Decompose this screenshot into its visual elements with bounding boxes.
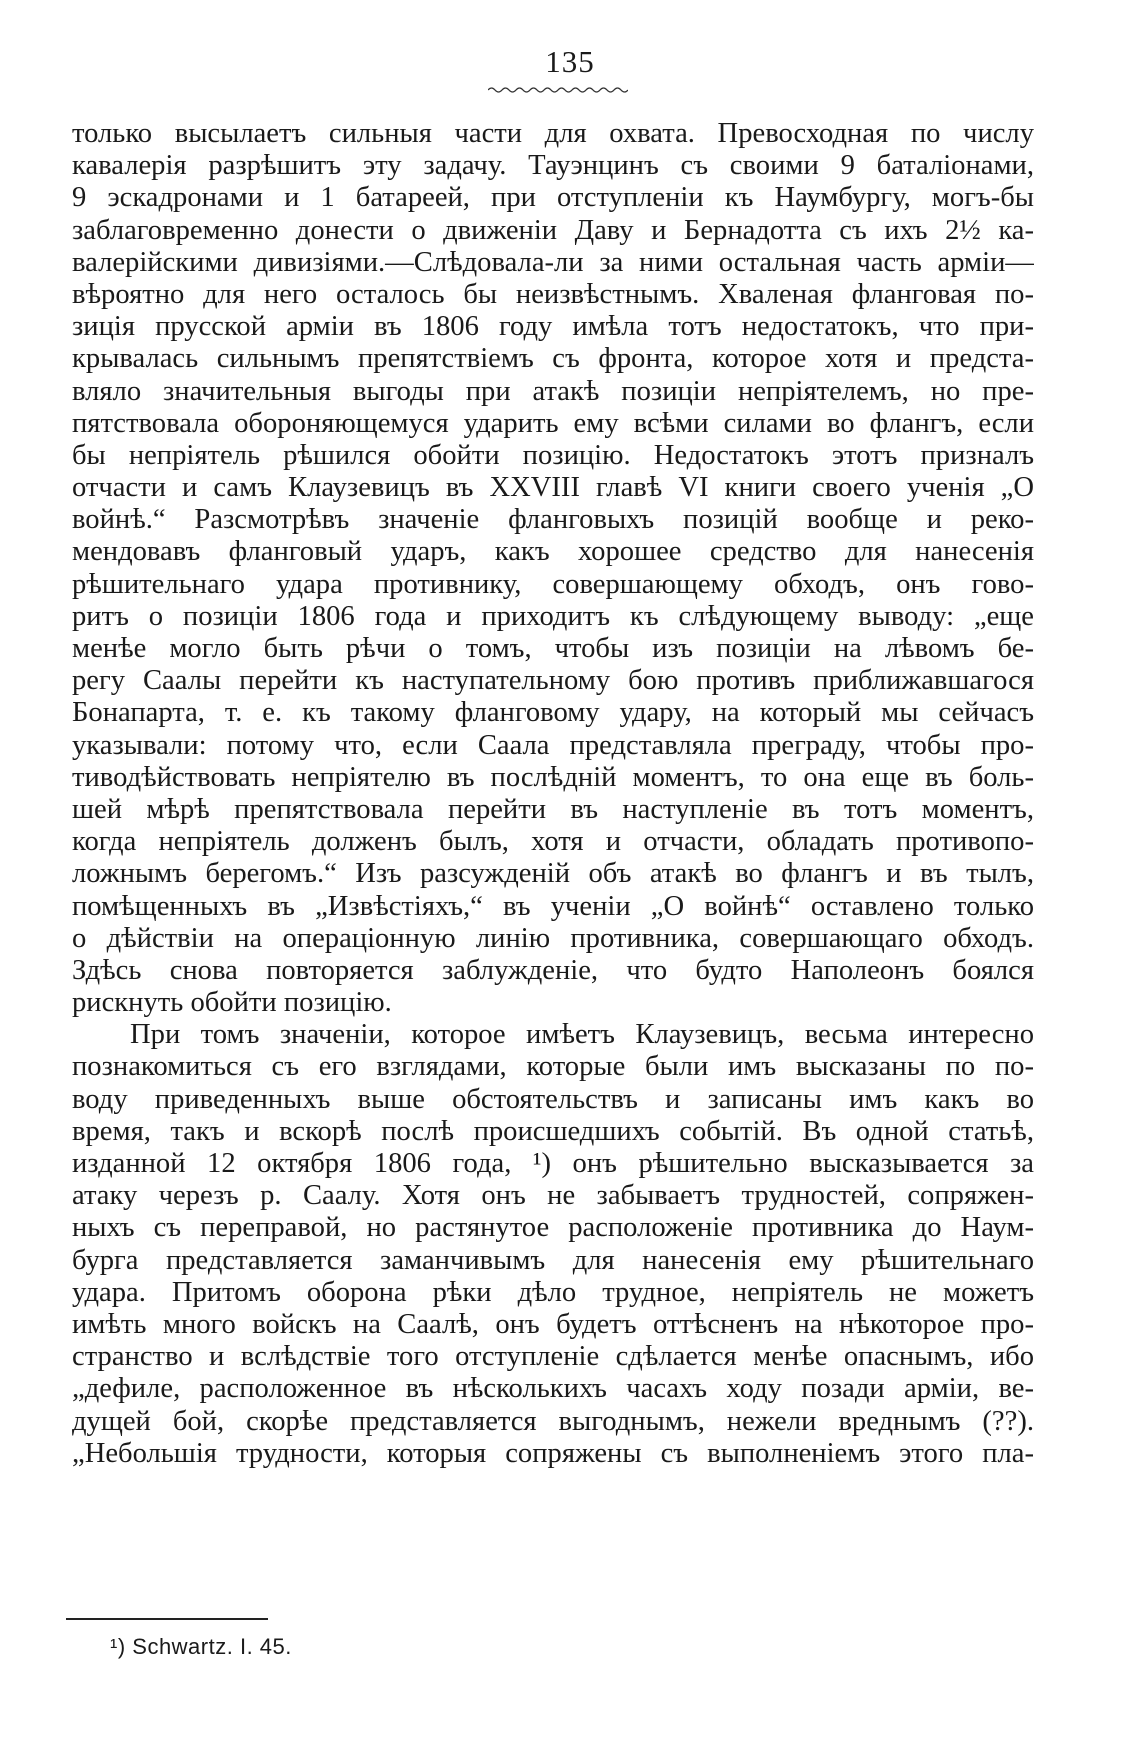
text-line: ритъ о позиціи 1806 года и приходитъ къ слѣдующему выводу: „еще: [72, 600, 1034, 632]
text-line: „дефиле, расположенное въ нѣсколькихъ часахъ ходу позади арміи, ве-: [72, 1373, 1034, 1405]
page-number: 135: [545, 44, 595, 79]
text-line: валерійскими дивизіями.—Слѣдовала-ли за ними остальная часть арміи—: [72, 246, 1034, 278]
text-line: познакомиться съ его взглядами, которые были имъ высказаны по по-: [72, 1051, 1034, 1083]
text-line: бурга представляется заманчивымъ для нанесенія ему рѣшительнаго: [72, 1244, 1034, 1276]
text-line: указывали: потому что, если Саала представляла преграду, чтобы про-: [72, 729, 1034, 761]
text-line: шей мѣрѣ препятствовала перейти въ наступленіе въ тотъ моментъ,: [72, 793, 1034, 825]
text-line: вѣроятно для него осталось бы неизвѣстнымъ. Хваленая фланговая по-: [72, 278, 1034, 310]
text-line: 9 эскадронами и 1 батареей, при отступленіи къ Наумбургу, могъ-бы: [72, 182, 1034, 214]
text-line: вляло значительныя выгоды при атакѣ позиціи непріятелемъ, но пре-: [72, 375, 1034, 407]
text-line: о дѣйствіи на операціонную линію противника, совершающаго обходъ.: [72, 922, 1034, 954]
text-line: войнѣ.“ Разсмотрѣвъ значеніе фланговыхъ позицій вообще и реко-: [72, 504, 1034, 536]
text-line: атаку черезъ р. Саалу. Хотя онъ не забываетъ трудностей, сопряжен-: [72, 1180, 1034, 1212]
footnote: ¹) Schwartz. I. 45.: [110, 1634, 292, 1659]
text-line: имѣть много войскъ на Саалѣ, онъ будетъ оттѣсненъ на нѣкоторое про-: [72, 1308, 1034, 1340]
page-number-ornament: [488, 86, 628, 94]
text-line: ложнымъ берегомъ.“ Изъ разсужденій объ атакѣ во флангъ и въ тылъ,: [72, 858, 1034, 890]
text-line: время, такъ и вскорѣ послѣ происшедшихъ событій. Въ одной статьѣ,: [72, 1115, 1034, 1147]
text-line-paragraph-end: рискнуть обойти позицію.: [72, 987, 392, 1019]
text-line: когда непріятель долженъ былъ, хотя и отчасти, обладать противопо-: [72, 826, 1034, 858]
text-line: рѣшительнаго удара противнику, совершающему обходъ, онъ гово-: [72, 568, 1034, 600]
text-line: регу Саалы перейти къ наступательному бою противъ приближавшагося: [72, 665, 1034, 697]
text-line: отчасти и самъ Клаузевицъ въ XXVIII главѣ VI книги своего ученія „О: [72, 472, 1034, 504]
text-line: Здѣсь снова повторяется заблужденіе, что будто Наполеонъ боялся: [72, 954, 1034, 986]
text-line: зиція прусской арміи въ 1806 году имѣла тотъ недостатокъ, что при-: [72, 311, 1034, 343]
text-line: бы непріятель рѣшился обойти позицію. Недостатокъ этотъ призналъ: [72, 439, 1034, 471]
text-line: тиводѣйствовать непріятелю въ послѣдній моментъ, то она еще въ боль-: [72, 761, 1034, 793]
text-line: заблаговременно донести о движеніи Даву и Бернадотта съ ихъ 2½ ка-: [72, 214, 1034, 246]
text-line: „Небольшія трудности, которыя сопряжены съ выполненіемъ этого пла-: [72, 1437, 1034, 1469]
text-line: странство и вслѣдствіе того отступленіе сдѣлается менѣе опаснымъ, ибо: [72, 1341, 1034, 1373]
text-line: ныхъ съ переправой, но растянутое расположеніе противника до Наум-: [72, 1212, 1034, 1244]
text-line: помѣщенныхъ въ „Извѣстіяхъ,“ въ ученіи „О войнѣ“ оставлено только: [72, 890, 1034, 922]
text-line: Бонапарта, т. е. къ такому фланговому удару, на который мы сейчасъ: [72, 697, 1034, 729]
text-line: дущей бой, скорѣе представляется выгоднымъ, нежели вреднымъ (??).: [72, 1405, 1034, 1437]
text-line-paragraph-start: При томъ значеніи, которое имѣетъ Клаузевицъ, весьма интересно: [130, 1019, 1034, 1051]
text-line: только высылаетъ сильныя части для охвата. Превосходная по числу: [72, 118, 1034, 149]
text-line: кавалерія разрѣшитъ эту задачу. Тауэнцинъ съ своими 9 баталіонами,: [72, 150, 1034, 182]
text-line: воду приведенныхъ выше обстоятельствъ и записаны имъ какъ во: [72, 1083, 1034, 1115]
footnote-divider: [66, 1618, 268, 1620]
text-line: менѣе могло быть рѣчи о томъ, чтобы изъ позиціи на лѣвомъ бе-: [72, 633, 1034, 664]
text-line: мендовавъ фланговый ударъ, какъ хорошее средство для нанесенія: [72, 536, 1034, 568]
text-line: пятствовала обороняющемуся ударить ему всѣми силами во флангъ, если: [72, 407, 1034, 439]
text-line: удара. Притомъ оборона рѣки дѣло трудное, непріятель не можетъ: [72, 1276, 1034, 1308]
text-line: изданной 12 октября 1806 года, ¹) онъ рѣшительно высказывается за: [72, 1148, 1034, 1179]
text-line: крывалась сильнымъ препятствіемъ съ фронта, которое хотя и предста-: [72, 343, 1034, 375]
body-text: [72, 118, 1034, 1470]
